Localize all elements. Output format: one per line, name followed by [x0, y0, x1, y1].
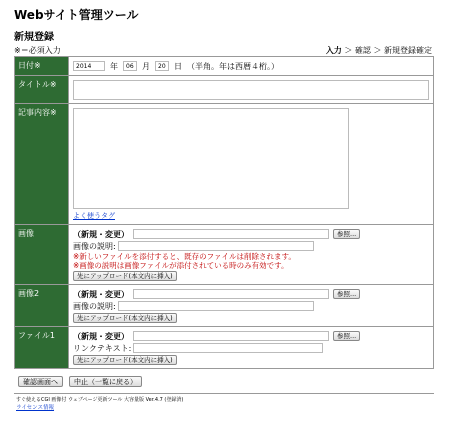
- section-title: 新規登録: [14, 32, 54, 43]
- month-unit: 月: [142, 61, 150, 71]
- year-input[interactable]: [73, 61, 105, 71]
- file1-label: ファイル1: [15, 327, 69, 369]
- step-indicator: [326, 45, 432, 56]
- year-unit: 年: [110, 61, 118, 71]
- image1-browse-button[interactable]: 参照...: [333, 229, 360, 239]
- common-tags-link[interactable]: よく使うタグ: [73, 212, 115, 220]
- date-label: 日付※: [15, 57, 69, 76]
- image1-warning-2: ※画像の説明は画像ファイルが添付されている時のみ有効です。: [73, 261, 289, 270]
- image2-new-change: （新規・変更）: [73, 289, 129, 299]
- body-textarea[interactable]: [73, 108, 349, 209]
- footer-credit: すぐ使えるCGI 画像付 ウェブページ更新ツール 大容量版 Ver.4.7 (登録済): [16, 397, 184, 403]
- file1-new-change: （新規・変更）: [73, 331, 129, 341]
- step-input: 入力: [325, 46, 342, 55]
- image2-file-input[interactable]: [133, 289, 329, 299]
- title-label: タイトル※: [15, 76, 69, 104]
- image1-new-change: （新規・変更）: [73, 229, 129, 239]
- file1-browse-button[interactable]: 参照...: [333, 331, 360, 341]
- date-hint: （半角。年は西暦４桁。）: [187, 61, 279, 71]
- file1-file-input[interactable]: [133, 331, 329, 341]
- step-sep: ＞: [341, 46, 355, 55]
- cancel-button[interactable]: 中止（一覧に戻る）: [69, 376, 142, 387]
- step-sep: ＞: [370, 46, 384, 55]
- image2-browse-button[interactable]: 参照...: [333, 289, 360, 299]
- page-title: Webサイト管理ツール: [14, 8, 139, 22]
- license-link[interactable]: ライセンス情報: [16, 405, 55, 411]
- image2-caption-input[interactable]: [118, 301, 314, 311]
- day-input[interactable]: [155, 61, 169, 71]
- step-confirm: 確認: [354, 46, 371, 55]
- step-done: 新規登録確定: [384, 46, 432, 55]
- image1-warning-1: ※新しいファイルを添付すると、既存のファイルは削除されます。: [73, 252, 296, 261]
- image1-caption-input[interactable]: [118, 241, 314, 251]
- month-input[interactable]: [123, 61, 137, 71]
- image2-caption-label: 画像の説明:: [73, 301, 116, 311]
- confirm-button[interactable]: 確認画面へ: [18, 376, 63, 387]
- form-actions: [18, 376, 142, 387]
- entry-form: [14, 56, 434, 369]
- image1-file-input[interactable]: [133, 229, 329, 239]
- image1-caption-label: 画像の説明:: [73, 241, 116, 251]
- required-note: ※＝必須入力: [14, 46, 61, 55]
- file1-link-label: リンクテキスト:: [73, 343, 132, 353]
- body-label: 記事内容※: [15, 104, 69, 225]
- title-textarea[interactable]: [73, 80, 429, 100]
- image2-label: 画像2: [15, 285, 69, 327]
- image1-label: 画像: [15, 225, 69, 285]
- footer-divider: [14, 393, 434, 394]
- image2-upload-button[interactable]: 先にアップロード(本文内に挿入): [73, 313, 177, 323]
- file1-upload-button[interactable]: 先にアップロード(本文内に挿入): [73, 355, 177, 365]
- day-unit: 日: [174, 61, 182, 71]
- date-row: [69, 57, 434, 76]
- image1-upload-button[interactable]: 先にアップロード(本文内に挿入): [73, 271, 177, 281]
- file1-link-input[interactable]: [133, 343, 323, 353]
